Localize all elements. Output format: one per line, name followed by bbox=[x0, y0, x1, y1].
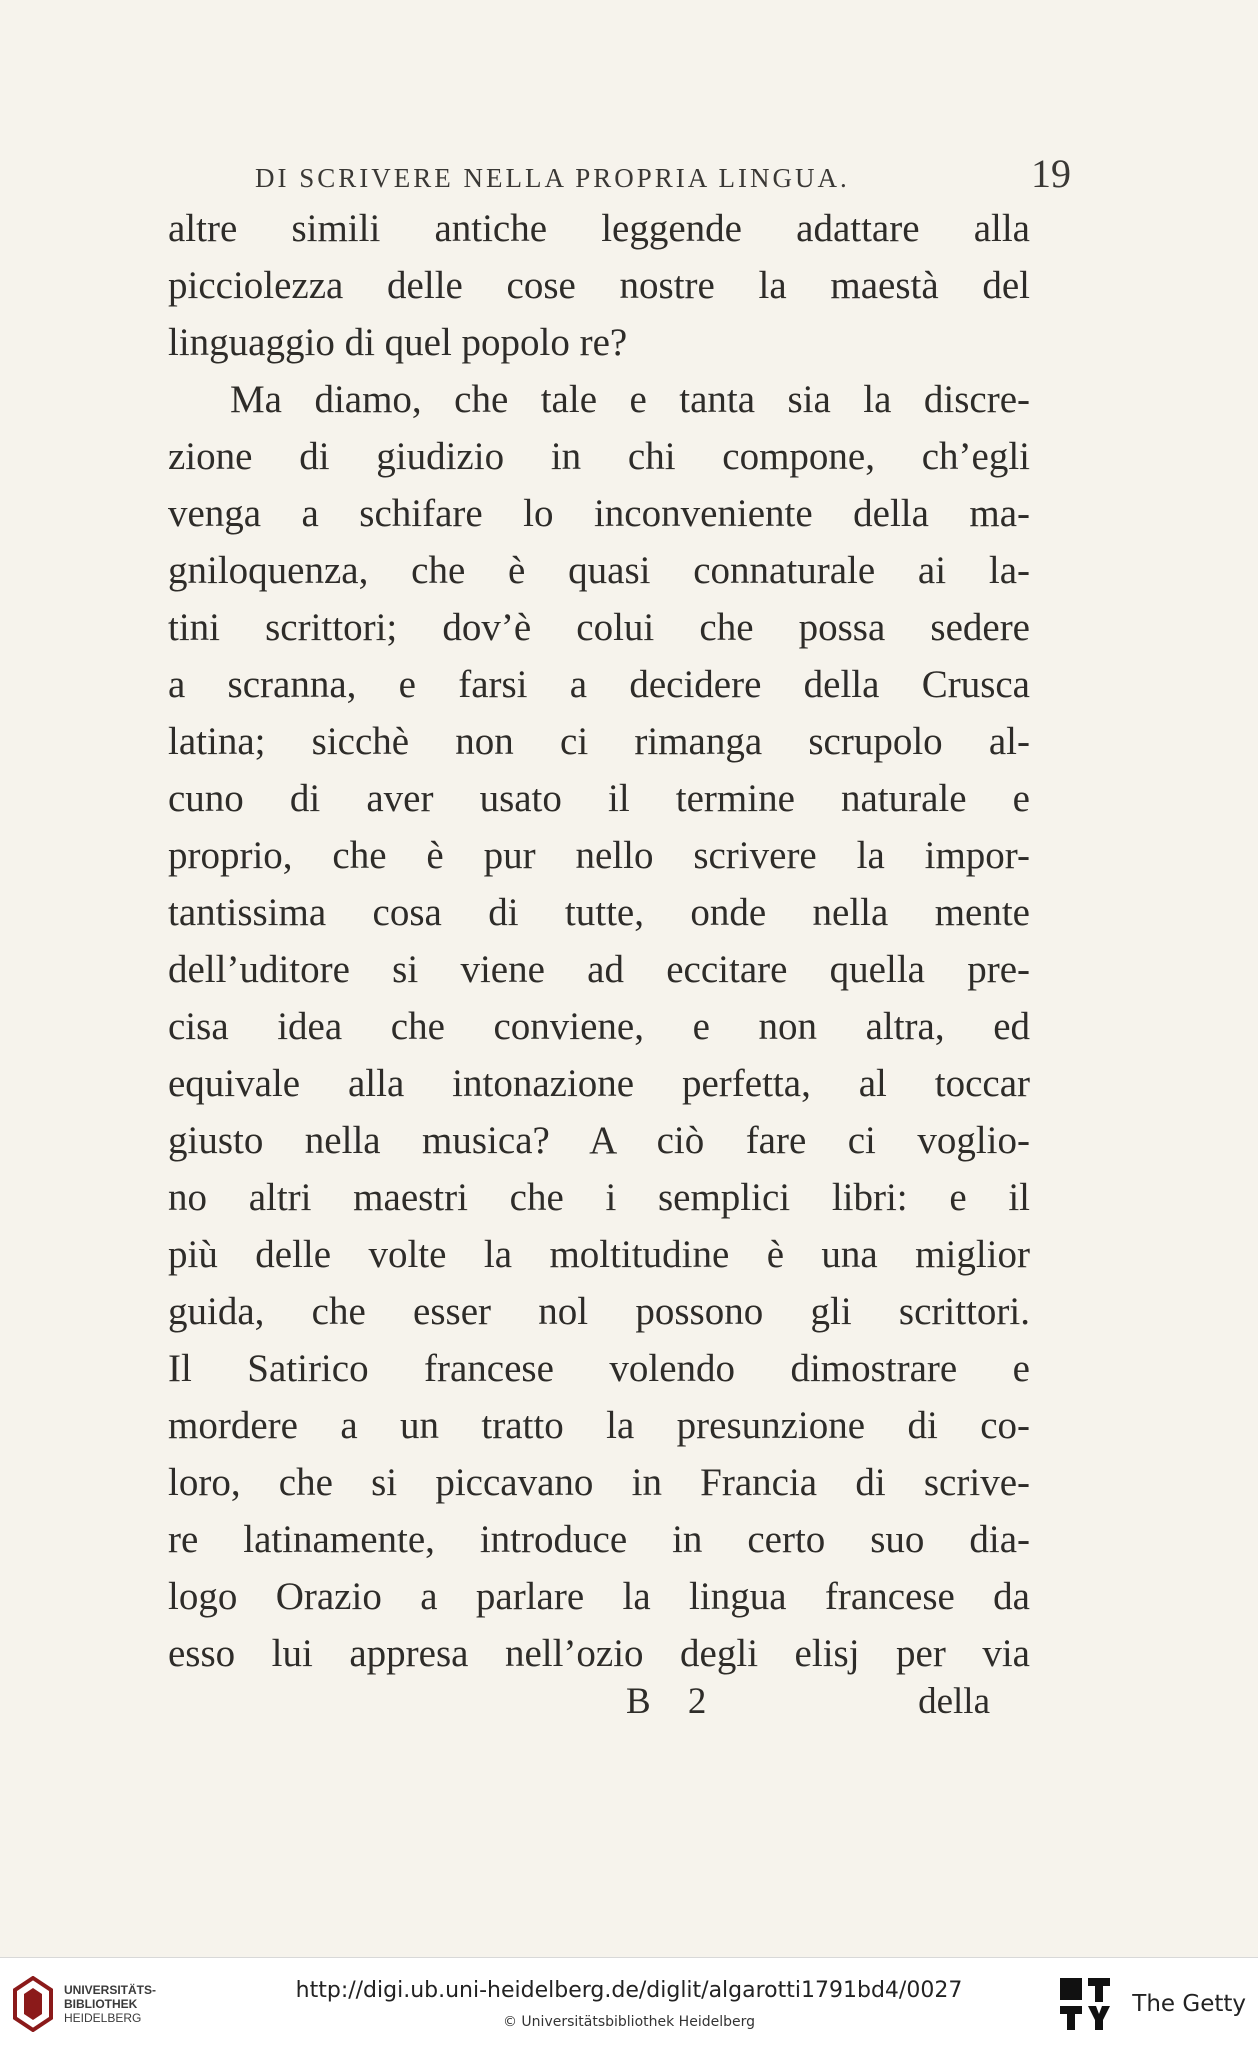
text-line: venga a schifare lo inconveniente della ma- bbox=[168, 492, 1030, 535]
text-line: logo Orazio a parlare la lingua francese da bbox=[168, 1575, 1030, 1618]
body-text bbox=[168, 200, 1030, 1682]
text-line: cuno di aver usato il termine naturale e bbox=[168, 777, 1030, 820]
text-line: a scranna, e farsi a decidere della Crusca bbox=[168, 663, 1030, 706]
library-name-line: HEIDELBERG bbox=[64, 2011, 142, 2025]
text-line: più delle volte la moltitudine è una miglior bbox=[168, 1233, 1030, 1276]
text-line: cisa idea che conviene, e non altra, ed bbox=[168, 1005, 1030, 1048]
text-line: linguaggio di quel popolo re? bbox=[168, 321, 628, 364]
library-name-line: UNIVERSITÄTS- bbox=[64, 1983, 157, 1997]
text-line: picciolezza delle cose nostre la maestà del bbox=[168, 264, 1030, 307]
getty-logo-icon bbox=[1058, 1976, 1114, 2032]
text-line: tini scrittori; dov’è colui che possa sedere bbox=[168, 606, 1030, 649]
text-line: esso lui appresa nell’ozio degli elisj per via bbox=[168, 1632, 1030, 1675]
text-line: zione di giudizio in chi compone, ch’egli bbox=[168, 435, 1030, 478]
text-line: re latinamente, introduce in certo suo dia- bbox=[168, 1518, 1030, 1561]
text-line: latina; sicchè non ci rimanga scrupolo al- bbox=[168, 720, 1030, 763]
signature-mark: B 2 bbox=[626, 1681, 721, 1722]
page-number: 19 bbox=[1031, 151, 1071, 196]
partner-name: The Getty bbox=[1132, 1991, 1246, 2017]
library-name-line: BIBLIOTHEK bbox=[64, 1997, 138, 2011]
text-line: Il Satirico francese volendo dimostrare e bbox=[168, 1347, 1030, 1390]
text-line: mordere a un tratto la presunzione di co- bbox=[168, 1404, 1030, 1447]
text-line: altre simili antiche leggende adattare alla bbox=[168, 207, 1030, 250]
signature-line bbox=[168, 1680, 1030, 1740]
text-line: Ma diamo, che tale e tanta sia la discre- bbox=[230, 378, 1030, 421]
text-line: no altri maestri che i semplici libri: e il bbox=[168, 1176, 1030, 1219]
text-line: dell’uditore si viene ad eccitare quella pre- bbox=[168, 948, 1030, 991]
text-line: gniloquenza, che è quasi connaturale ai la- bbox=[168, 549, 1030, 592]
text-line: proprio, che è pur nello scrivere la impor- bbox=[168, 834, 1030, 877]
text-line: tantissima cosa di tutte, onde nella mente bbox=[168, 891, 1030, 934]
running-head bbox=[255, 150, 1075, 197]
getty-logo[interactable] bbox=[1058, 1976, 1246, 2032]
running-title: DI SCRIVERE NELLA PROPRIA LINGUA. bbox=[255, 163, 850, 193]
source-url-link[interactable]: http://digi.ub.uni-heidelberg.de/diglit/algarotti1791bd4/0027 bbox=[295, 1978, 963, 2003]
text-line: loro, che si piccavano in Francia di scrive- bbox=[168, 1461, 1030, 1504]
catchword: della bbox=[918, 1681, 990, 1722]
copyright-notice: © Universitätsbibliothek Heidelberg bbox=[502, 2014, 755, 2030]
footer-bar bbox=[0, 1957, 1258, 2048]
text-line: equivale alla intonazione perfetta, al toccar bbox=[168, 1062, 1030, 1105]
text-line: guida, che esser nol possono gli scrittori. bbox=[168, 1290, 1030, 1333]
text-line: giusto nella musica? A ciò fare ci voglio- bbox=[168, 1119, 1030, 1162]
